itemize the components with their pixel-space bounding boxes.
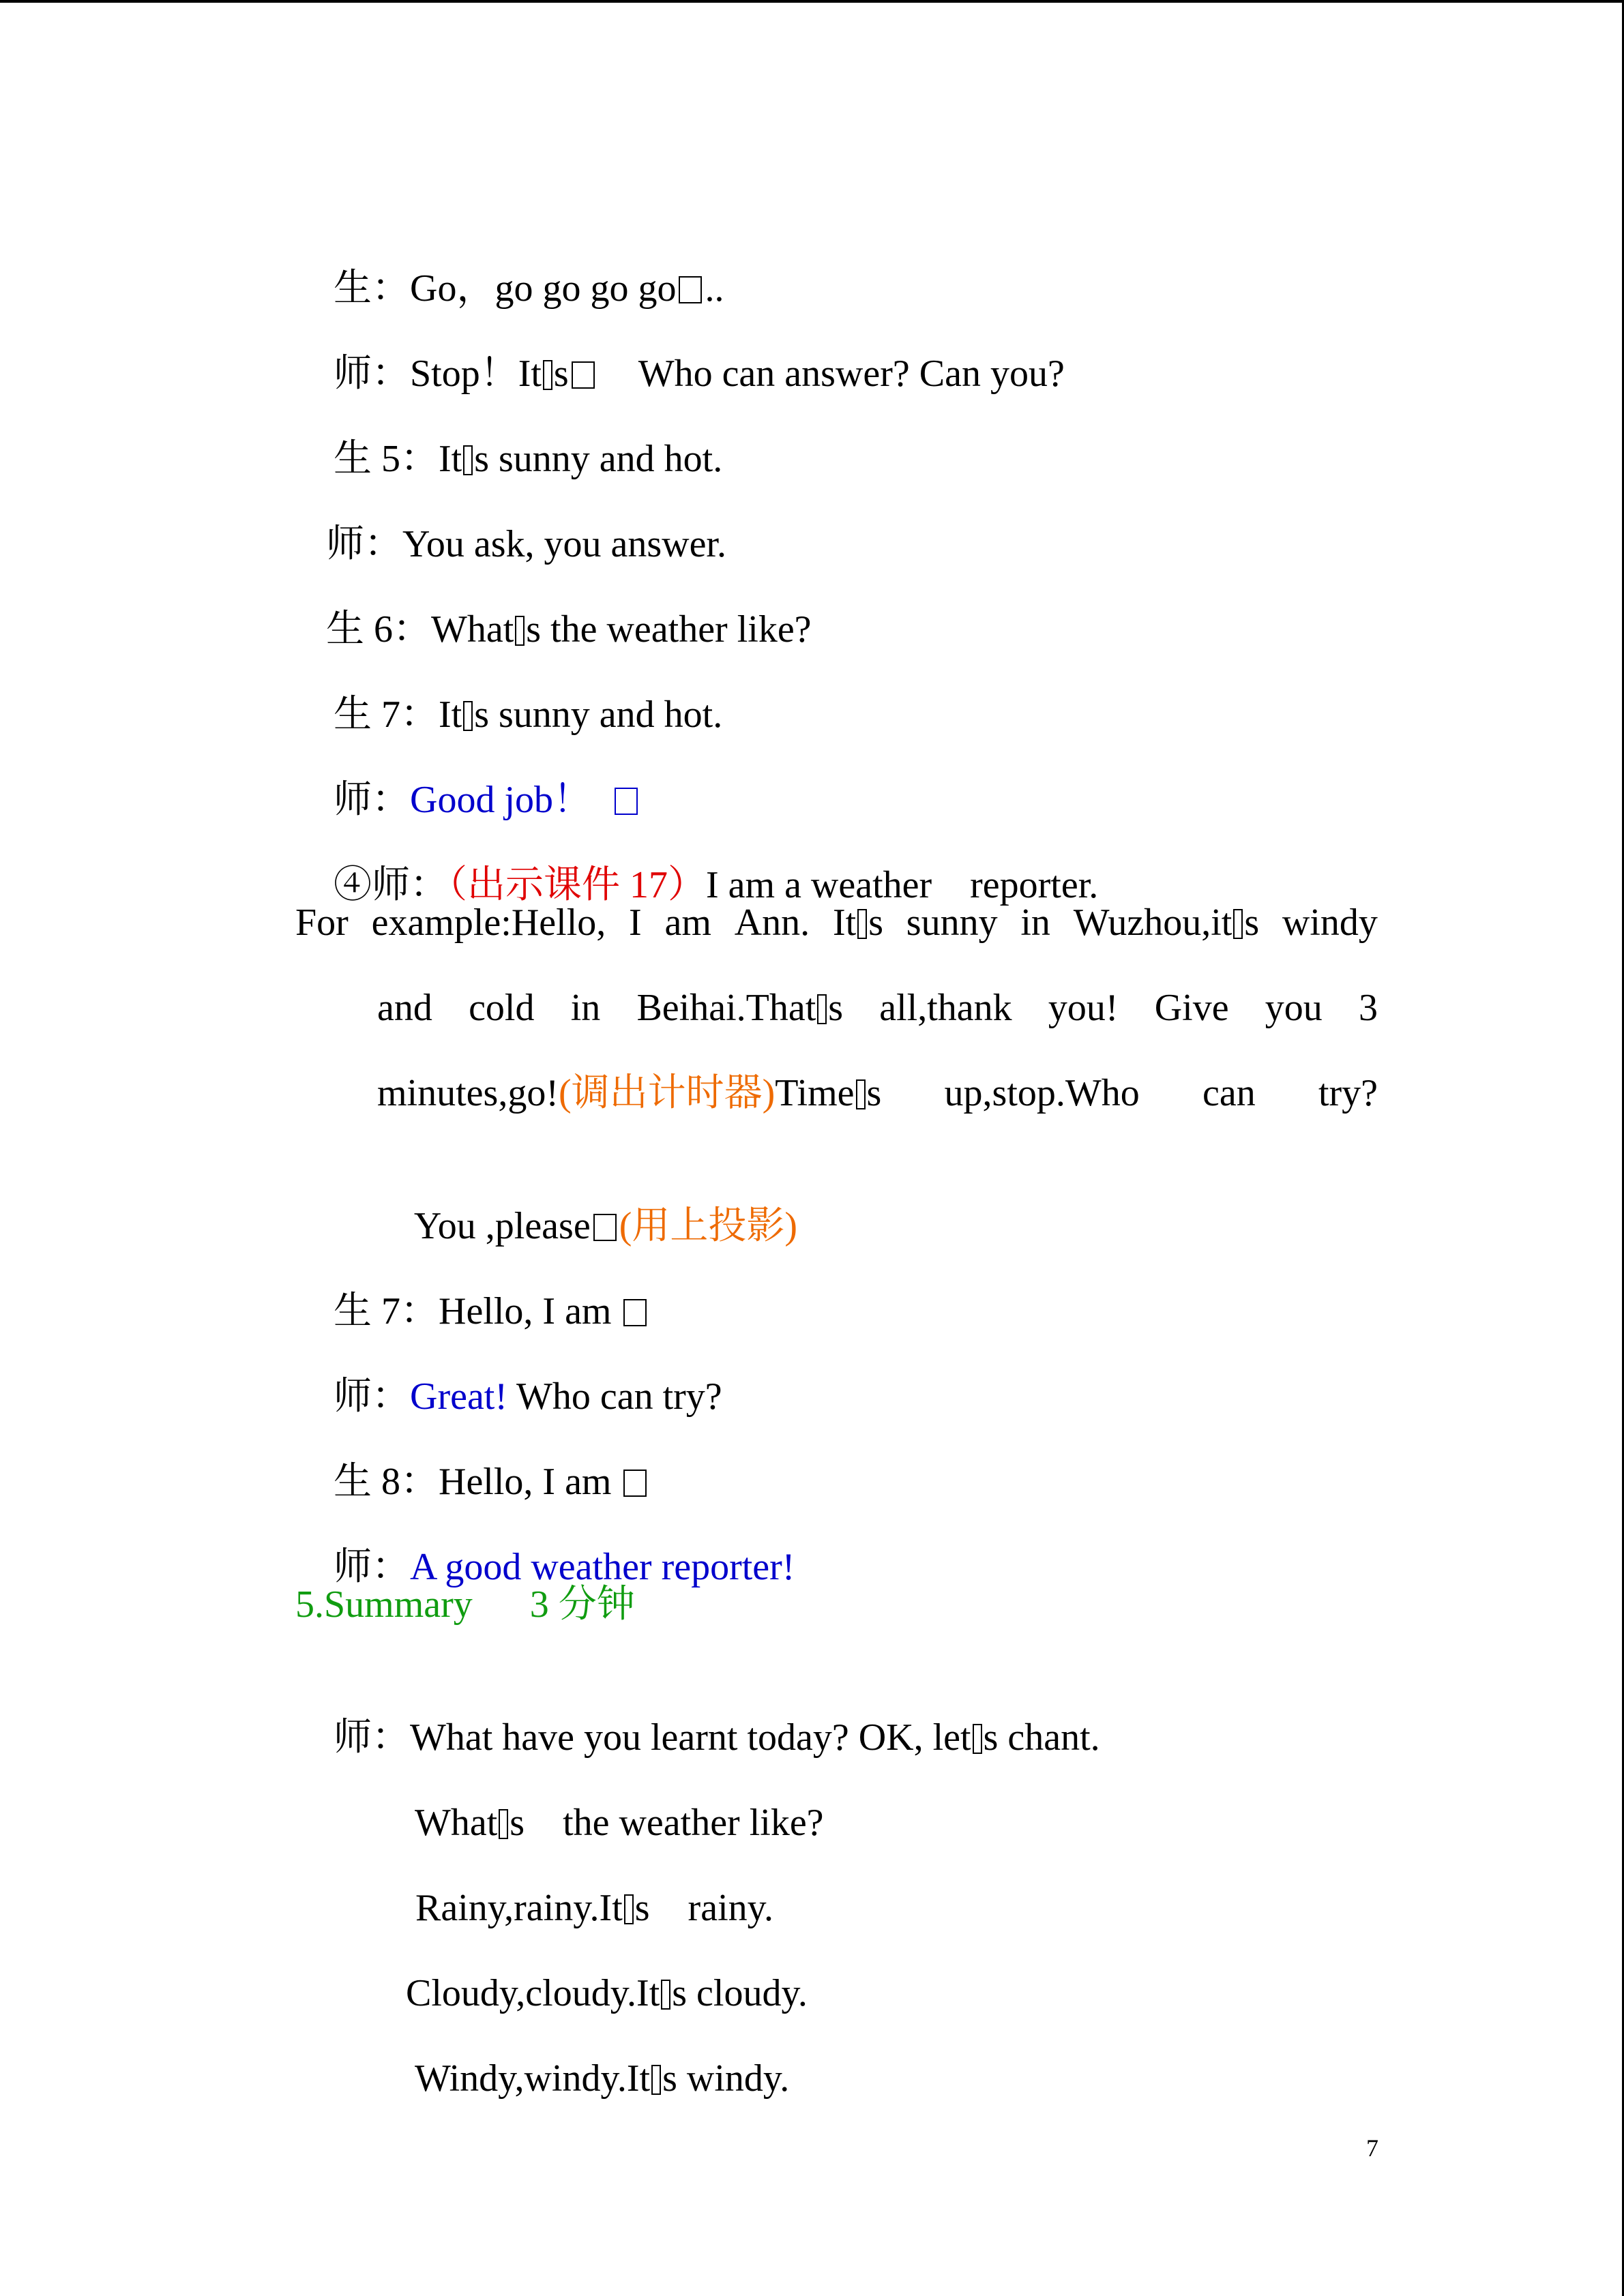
teacher-praise: Great! <box>410 1375 508 1418</box>
apostrophe-glyph-icon <box>661 1980 670 2010</box>
page-top-border <box>0 0 1624 3</box>
apostrophe-glyph-icon <box>856 1079 866 1109</box>
word: I <box>629 901 642 944</box>
apostrophe-glyph-icon <box>543 360 552 390</box>
placeholder-box-icon <box>679 276 702 303</box>
chant-text-tail: s the weather like? <box>510 1802 824 1844</box>
speaker-label: 生 8： <box>334 1461 439 1503</box>
dialogue-text-tail: .. <box>705 267 724 310</box>
word: example:Hello, <box>371 901 606 944</box>
teacher-praise: Good job！ <box>410 779 591 821</box>
chant-text-tail: s cloudy. <box>672 1972 808 2014</box>
example-paragraph-line <box>377 1069 1378 1117</box>
word: am <box>664 901 711 944</box>
dialogue-text-rest: Who can answer? Can you? <box>638 353 1065 395</box>
placeholder-box-icon <box>572 361 595 389</box>
dialogue-text: I am a weather reporter. <box>706 864 1099 906</box>
section-heading: 5.Summary 3 分钟 <box>295 1583 635 1626</box>
chant-text: Rainy,rainy.It <box>415 1887 623 1929</box>
apostrophe-glyph-icon <box>515 616 525 646</box>
dialogue-text: Go，go go go go <box>410 267 677 310</box>
apostrophe-glyph-icon <box>624 1894 634 1924</box>
action-note: (调出计时器) <box>558 1072 776 1114</box>
speaker-label: 师： <box>334 1546 410 1588</box>
placeholder-box-icon <box>593 1214 617 1241</box>
word: in <box>1020 901 1050 944</box>
dialogue-text-tail: s sunny and hot. <box>474 694 723 736</box>
word: try? <box>1318 1072 1378 1114</box>
word: can <box>1202 1072 1256 1114</box>
dialogue-text: Who can try? <box>507 1375 722 1418</box>
dialogue-text-tail: s sunny and hot. <box>474 438 723 480</box>
apostrophe-glyph-icon <box>1233 909 1243 939</box>
word: windy <box>1282 901 1378 944</box>
speaker-label: 生 5： <box>334 438 439 480</box>
action-note: (用上投影) <box>619 1205 797 1247</box>
dialogue-text: Stop！It <box>410 353 542 395</box>
teacher-praise: A good weather reporter! <box>410 1546 795 1588</box>
apostrophe-glyph-icon <box>463 445 473 475</box>
speaker-label: 师： <box>326 523 402 565</box>
speaker-label: 生 7： <box>334 694 439 736</box>
dialogue-text-tail: s chant. <box>983 1716 1100 1759</box>
word: you! <box>1048 987 1119 1029</box>
dialogue-text: You ,please <box>413 1205 591 1247</box>
chant-text: Cloudy,cloudy.It <box>406 1972 660 2014</box>
placeholder-box-icon <box>623 1470 647 1497</box>
placeholder-box-icon <box>623 1299 647 1326</box>
speaker-label: 师： <box>334 1375 410 1418</box>
dialogue-text-tail: s the weather like? <box>526 608 812 651</box>
word: For <box>295 901 349 944</box>
speaker-label: 生： <box>334 267 410 310</box>
chant-line <box>377 2007 789 2150</box>
placeholder-box-icon <box>615 788 638 815</box>
chant-text: What <box>415 1802 498 1844</box>
chant-text-tail: s windy. <box>662 2057 790 2100</box>
word: Ann. <box>734 901 810 944</box>
word: minutes,go!(调出计时器)Time s <box>377 1072 882 1114</box>
speaker-label: 师： <box>334 1716 410 1759</box>
word: Wuzhou,it s <box>1073 901 1260 944</box>
speaker-label: 师： <box>334 779 410 821</box>
word: It s <box>832 901 883 944</box>
apostrophe-glyph-icon <box>463 701 473 731</box>
word: Give <box>1154 987 1229 1029</box>
page-number: 7 <box>1366 2134 1378 2162</box>
word: cold <box>469 987 535 1029</box>
example-paragraph-line <box>377 984 1378 1032</box>
chant-text-tail: s rainy. <box>634 1887 773 1929</box>
dialogue-text: You ask, you answer. <box>402 523 726 565</box>
chant-text: Windy,windy.It <box>415 2057 651 2100</box>
word: up,stop.Who <box>944 1072 1140 1114</box>
speaker-label: 生 7： <box>334 1290 439 1332</box>
word: and <box>377 987 432 1029</box>
word: 3 <box>1358 987 1378 1029</box>
apostrophe-glyph-icon <box>857 909 867 939</box>
dialogue-text: What <box>431 608 514 651</box>
apostrophe-glyph-icon <box>651 2065 661 2095</box>
word: Beihai.That s <box>636 987 844 1029</box>
courseware-note: （出示课件 17） <box>448 864 706 906</box>
example-paragraph-line <box>295 899 1378 946</box>
word: in <box>570 987 601 1029</box>
dialogue-text: Hello, I am <box>439 1290 612 1332</box>
word: sunny <box>906 901 998 944</box>
apostrophe-glyph-icon <box>817 994 827 1024</box>
dialogue-text: Hello, I am <box>439 1461 612 1503</box>
dialogue-text: It <box>439 438 462 480</box>
dialogue-text: It <box>439 694 462 736</box>
speaker-label: 生 6： <box>326 608 431 651</box>
apostrophe-glyph-icon <box>499 1809 508 1839</box>
word: you <box>1265 987 1323 1029</box>
dialogue-text-s: s <box>553 353 569 395</box>
apostrophe-glyph-icon <box>973 1724 982 1754</box>
speaker-label: ④师： <box>334 864 448 906</box>
word: all,thank <box>879 987 1012 1029</box>
speaker-label: 师： <box>334 353 410 395</box>
dialogue-text: What have you learnt today? OK, let <box>410 1716 971 1759</box>
